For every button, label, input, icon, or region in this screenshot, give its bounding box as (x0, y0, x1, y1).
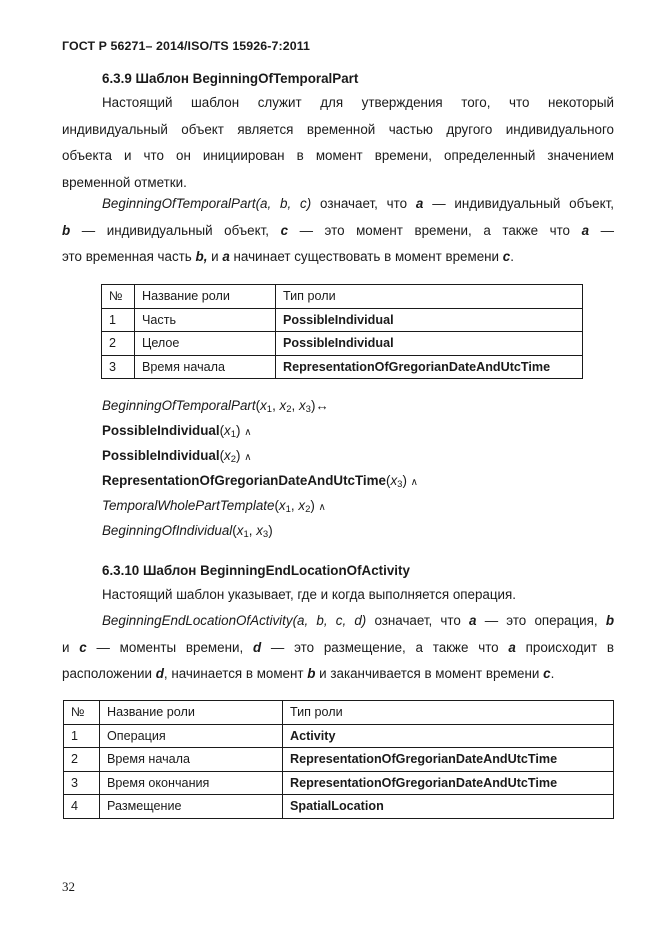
var-c: c (543, 666, 551, 681)
subscript: 2 (286, 404, 292, 415)
var-x: x (224, 423, 231, 438)
table-cell: 2 (64, 748, 100, 772)
table-cell: 3 (102, 355, 135, 379)
var-b: b (307, 666, 316, 681)
text-run: расположении (62, 666, 156, 681)
var-a: a (508, 639, 516, 655)
formula-fn: RepresentationOfGregorianDateAndUtcTime (102, 473, 386, 488)
text-run: происходит в (515, 639, 614, 655)
formula-line-2: PossibleIndividual(x1) ∧ (102, 423, 252, 440)
var-c: c (79, 639, 87, 655)
paragraph-line (62, 191, 614, 218)
formula-fn: PossibleIndividual (102, 423, 220, 438)
var-x: x (236, 523, 244, 538)
var-x: x (278, 498, 286, 513)
text-run: означает, что (311, 196, 416, 211)
subscript: 3 (262, 529, 269, 540)
paragraph-line: индивидуальный объект является временной частью другого индивидуального (62, 121, 614, 137)
table-row (64, 724, 614, 748)
var-a: a (222, 249, 230, 264)
template-name: BeginningOfTemporalPart (102, 196, 256, 211)
var-d: d (252, 639, 262, 655)
var-x: x (256, 523, 263, 538)
subscript: 1 (230, 429, 237, 440)
text-run: означает, что (366, 613, 470, 628)
formula-line-1: BeginningOfTemporalPart(x1, x2, x3)↔ (102, 398, 329, 415)
formula-fn: BeginningOfTemporalPart (102, 398, 256, 413)
table-header-cell: Название роли (100, 701, 283, 725)
table-header-cell: Тип роли (276, 285, 583, 309)
text-run: , начинается в момент (163, 666, 308, 681)
var-c: c (502, 249, 511, 264)
paragraph-line: Настоящий шаблон указывает, где и когда выполняется операция. (102, 587, 516, 602)
table-row (64, 795, 614, 819)
page-number: 32 (62, 879, 75, 894)
text-run: начинает существовать в момент времени (229, 249, 503, 264)
text-run: и заканчивается в момент времени (315, 666, 544, 681)
var-c: c (280, 222, 289, 238)
var-a: a (581, 222, 590, 238)
table-cell: Activity (283, 724, 614, 748)
formula-line-3: PossibleIndividual(x2) ∧ (102, 448, 252, 465)
section-2-paragraph-1 (62, 582, 614, 609)
subscript: 1 (243, 529, 249, 540)
template-name: BeginningEndLocationOfActivity (102, 613, 293, 628)
table-row (64, 771, 614, 795)
template-args: (a, b, c, d) (292, 613, 367, 628)
table-cell: Размещение (100, 795, 283, 819)
and-symbol: ∧ (410, 477, 418, 488)
table-cell: RepresentationOfGregorianDateAndUtcTime (283, 748, 614, 772)
paragraph-line: временной отметки. (62, 174, 187, 190)
text-run: — это операция, (476, 613, 606, 628)
and-symbol: ∧ (244, 427, 252, 438)
table-header-cell: № (102, 285, 135, 309)
section-title-6-3-9: 6.3.9 Шаблон BeginningOfTemporalPart (102, 71, 359, 86)
paragraph-line (62, 635, 614, 662)
formula-line-6: BeginningOfIndividual(x1, x3) (102, 523, 273, 540)
paragraph-line: объекта и что он инициирован в момент времени, определенный значением (62, 148, 614, 163)
roles-table-2 (63, 700, 614, 819)
paragraph-line (62, 661, 614, 688)
text-run: и (62, 639, 80, 655)
text-run: — индивидуальный объект, (423, 196, 614, 211)
var-b: b (62, 222, 71, 238)
var-x: x (260, 398, 267, 413)
table-row (64, 748, 614, 772)
var-b: b (605, 613, 614, 628)
table-cell: RepresentationOfGregorianDateAndUtcTime (276, 355, 583, 379)
formula-fn: BeginningOfIndividual (102, 523, 233, 538)
table-cell: 1 (64, 724, 100, 748)
table-row (102, 355, 583, 379)
subscript: 3 (397, 479, 403, 490)
and-symbol: ∧ (244, 452, 252, 463)
var-a: a (415, 196, 424, 211)
table-cell: 1 (102, 308, 135, 332)
table-cell: Операция (100, 724, 283, 748)
formula-line-4: RepresentationOfGregorianDateAndUtcTime(x3) ∧ (102, 473, 418, 490)
section-2-paragraph-2 (62, 608, 614, 688)
document-header: ГОСТ Р 56271– 2014/ISO/TS 15926-7:2011 (62, 39, 310, 53)
section-1-paragraph-2 (62, 191, 614, 271)
text-run: . (510, 249, 514, 264)
var-x: x (224, 448, 231, 463)
table-header-cell: № (64, 701, 100, 725)
section-title-6-3-10: 6.3.10 Шаблон BeginningEndLocationOfActivity (102, 563, 410, 578)
section-1-paragraph-1 (62, 90, 614, 196)
text-run: — это момент времени, а также что (288, 222, 582, 238)
paragraph-line: Настоящий шаблон служит для утверждения того, что некоторый (102, 95, 614, 110)
var-x: x (390, 473, 398, 488)
table-cell: 4 (64, 795, 100, 819)
subscript: 1 (266, 404, 273, 415)
text-run: — моменты времени, (86, 639, 253, 655)
subscript: 2 (230, 454, 237, 465)
table-cell: SpatialLocation (283, 795, 614, 819)
var-b: b, (195, 249, 208, 264)
table-cell: Время начала (135, 355, 276, 379)
var-d: d (155, 666, 164, 681)
var-x: x (298, 398, 306, 413)
table-row (102, 332, 583, 356)
roles-table-1 (101, 284, 583, 379)
subscript: 1 (285, 504, 291, 515)
text-run: — индивидуальный объект, (70, 222, 281, 238)
formula-fn: PossibleIndividual (102, 448, 220, 463)
table-cell: Время начала (100, 748, 283, 772)
paragraph-line: b — индивидуальный объект, c — это момент времени, а также что a — (62, 222, 614, 238)
text-run: и (207, 249, 223, 264)
table-header-row (102, 285, 583, 309)
formula-line-5: TemporalWholePartTemplate(x1, x2) ∧ (102, 498, 326, 515)
table-header-cell: Тип роли (283, 701, 614, 725)
table-cell: Время окончания (100, 771, 283, 795)
table-header-row (64, 701, 614, 725)
table-cell: PossibleIndividual (276, 332, 583, 356)
subscript: 3 (305, 404, 311, 415)
text-run: — это размещение, а также что (261, 639, 509, 655)
table-cell: Целое (135, 332, 276, 356)
table-cell: 2 (102, 332, 135, 356)
paragraph-line (62, 608, 614, 635)
table-header-cell: Название роли (135, 285, 276, 309)
and-symbol: ∧ (318, 502, 326, 513)
table-cell: 3 (64, 771, 100, 795)
table-row (102, 308, 583, 332)
var-x: x (298, 498, 306, 513)
template-args: (a, b, c) (255, 196, 312, 211)
text-run: . (550, 666, 555, 681)
table-cell: RepresentationOfGregorianDateAndUtcTime (283, 771, 614, 795)
var-x: x (279, 398, 287, 413)
table-cell: Часть (135, 308, 276, 332)
table-cell: PossibleIndividual (276, 308, 583, 332)
formula-fn: TemporalWholePartTemplate (102, 498, 275, 513)
iff-arrow: ↔ (315, 398, 329, 413)
subscript: 2 (305, 504, 311, 515)
paragraph-line: это временная часть b, и a начинает существовать в момент времени c. (62, 249, 514, 264)
var-a: a (469, 613, 477, 628)
